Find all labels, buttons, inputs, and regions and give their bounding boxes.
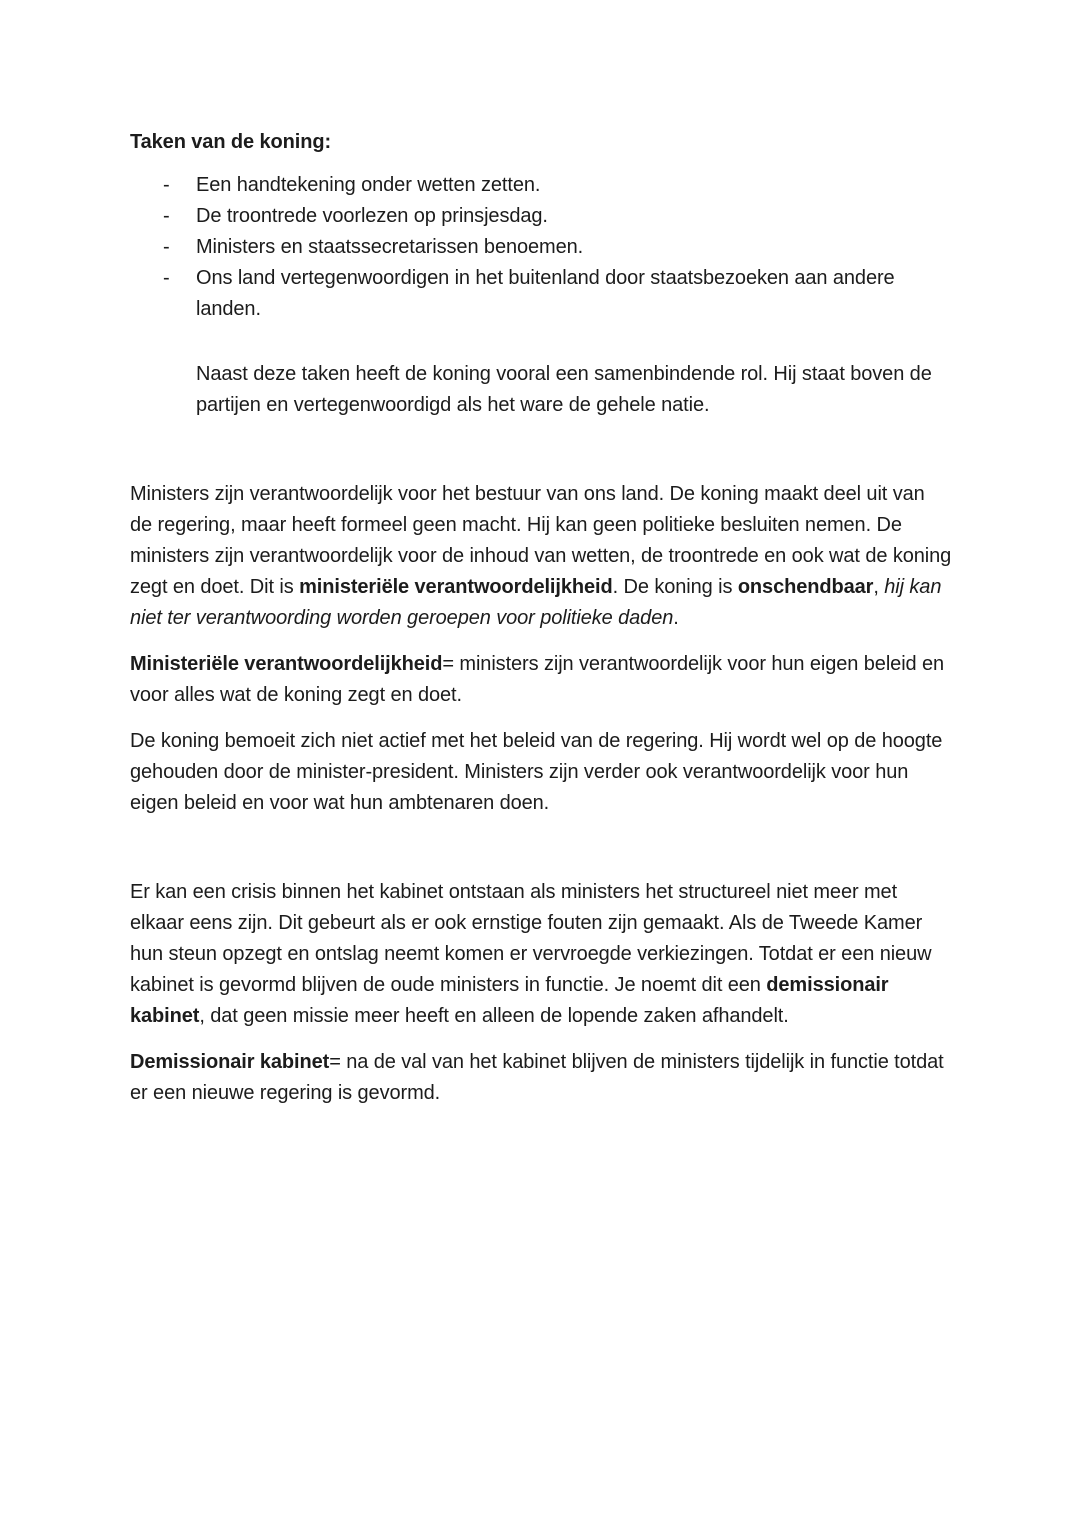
- text-run: De troontrede voorlezen op prinsjesdag.: [196, 205, 548, 227]
- text-run: Naast deze taken heeft de koning vooral een samenbindende rol. Hij staat boven de partijen en vertegenwoordigd als het ware de gehele natie.: [196, 363, 932, 416]
- list-item: [130, 201, 952, 232]
- definition-demissionair-kabinet: [130, 1047, 952, 1109]
- list-marker: -: [163, 174, 170, 196]
- definition-ministeriele-verantwoordelijkheid: [130, 649, 952, 711]
- text-run: .: [673, 607, 679, 629]
- text-run: = ministers zijn verantwoordelijk voor hun eigen beleid en voor alles wat de koning zegt en doet.: [130, 653, 945, 706]
- text-run: Ministers en staatssecretarissen benoemen.: [196, 236, 584, 258]
- text-run: = na de val van het kabinet blijven de ministers tijdelijk in functie totdat er een nieuwe regering is gevormd.: [130, 1051, 944, 1104]
- text-run: onschendbaar: [737, 576, 874, 598]
- list-marker: -: [163, 236, 170, 258]
- text-run: Ministers zijn verantwoordelijk voor het bestuur van ons land. De koning maakt deel uit van de regering, maar heeft formeel geen macht. Hij kan geen politieke besluiten nemen. De ministers zijn verantwoordelijk voor de inhoud van wetten, de troontrede en ook wat de koning zegt en doet. Dit is: [130, 483, 952, 598]
- text-run: Een handtekening onder wetten zetten.: [196, 174, 541, 196]
- text-run: Ons land vertegenwoordigen in het buitenland door staatsbezoeken aan andere landen.: [196, 267, 895, 320]
- paragraph-kabinetscrisis: [130, 877, 952, 1032]
- list-item: [130, 170, 952, 201]
- text-run: Taken van de koning:: [130, 131, 331, 153]
- text-run: ministeriële verantwoordelijkheid: [299, 576, 613, 598]
- text-run: hij kan niet ter verantwoording worden geroepen voor politieke daden: [130, 576, 942, 629]
- paragraph-koning-bemoeit: [130, 726, 952, 819]
- text-run: , dat geen missie meer heeft en alleen de lopende zaken afhandelt.: [199, 1005, 789, 1027]
- text-run: demissionair kabinet: [130, 974, 889, 1027]
- text-run: Er kan een crisis binnen het kabinet ontstaan als ministers het structureel niet meer met elkaar eens zijn. Dit gebeurt als er ook ernstige fouten zijn gemaakt. Als de Tweede Kamer hun steun opzegt en ontslag neemt komen er vervroegde verkiezingen. Totdat er een nieuw kabinet is gevormd blijven de oude ministers in functie. Je noemt dit een: [130, 881, 932, 996]
- text-run: Ministeriële verantwoordelijkheid: [130, 653, 443, 675]
- list-marker: -: [163, 205, 170, 227]
- text-run: ,: [873, 576, 885, 598]
- list-item: [130, 232, 952, 263]
- text-run: . De koning is: [612, 576, 738, 598]
- paragraph-koning-rol: [196, 359, 952, 421]
- list-item: [130, 263, 952, 325]
- document-content: [130, 127, 952, 1109]
- tasks-list: [130, 170, 952, 325]
- paragraph-ministers-verantwoordelijk: [130, 479, 952, 634]
- section-heading: [130, 127, 952, 158]
- list-marker: -: [163, 267, 170, 289]
- text-run: Demissionair kabinet: [130, 1051, 330, 1073]
- text-run: De koning bemoeit zich niet actief met het beleid van de regering. Hij wordt wel op de hoogte gehouden door de minister-president. Ministers zijn verder ook verantwoordelijk voor hun eigen beleid en voor wat hun ambtenaren doen.: [130, 730, 943, 814]
